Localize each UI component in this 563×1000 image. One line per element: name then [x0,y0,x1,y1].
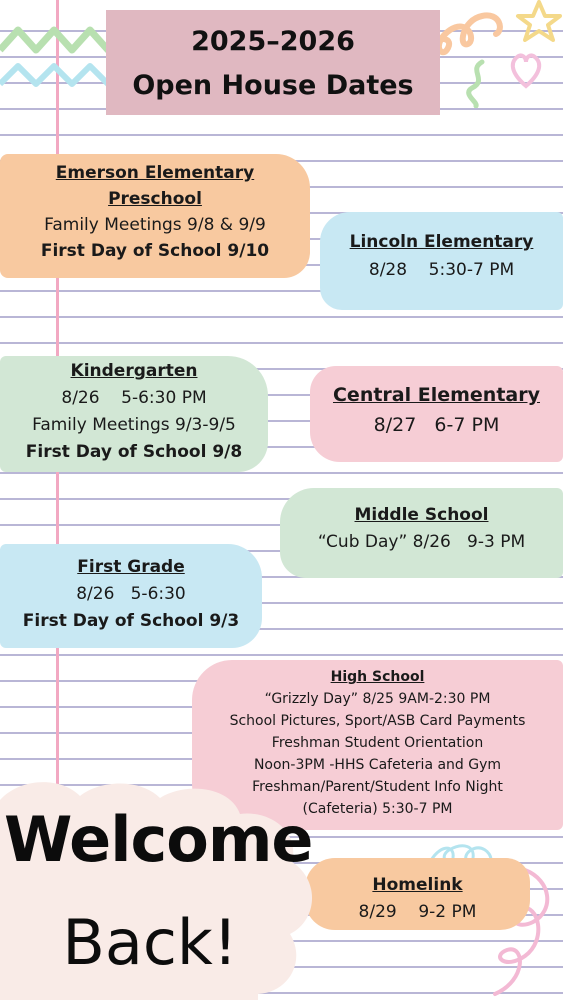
high-school-line: School Pictures, Sport/ASB Card Payments [229,713,526,729]
title-banner [106,10,440,115]
first-grade-line: 8/26 5-6:30 [76,584,186,604]
page-title: Open House Dates [132,70,414,101]
middle-school-heading: Middle School [354,505,489,525]
back-text: Back! [62,906,238,979]
high-school-line: “Grizzly Day” 8/25 9AM-2:30 PM [264,691,491,707]
homelink-section [305,858,530,930]
kindergarten-line: First Day of School 9/8 [25,442,243,462]
lincoln-section [320,212,563,310]
emerson-heading: Emerson Elementary [55,163,255,183]
first-grade-section [0,544,262,648]
star-yellow-icon [515,0,563,42]
emerson-line: Family Meetings 9/8 & 9/9 [44,215,266,235]
emerson-section [0,154,310,278]
high-school-line: Freshman/Parent/Student Info Night [252,779,503,795]
first-grade-line: First Day of School 9/3 [22,611,240,631]
kindergarten-line: Family Meetings 9/3-9/5 [32,415,236,435]
squiggle-green-icon [462,58,492,108]
emerson-subheading: Preschool [108,189,202,209]
high-school-line: Noon-3PM -HHS Cafeteria and Gym [253,757,502,773]
central-line: 8/27 6-7 PM [373,414,500,436]
first-grade-heading: First Grade [77,557,185,577]
page-title-years: 2025–2026 [191,26,355,57]
lincoln-line: 8/28 5:30-7 PM [368,260,515,280]
high-school-line: (Cafeteria) 5:30-7 PM [302,801,453,817]
central-section [310,366,563,462]
heart-pink-icon [506,46,546,91]
kindergarten-line: 8/26 5-6:30 PM [61,388,207,408]
high-school-heading: High School [330,669,425,685]
middle-school-section [280,488,563,578]
kindergarten-heading: Kindergarten [70,361,198,381]
homelink-line: 8/29 9-2 PM [358,902,477,922]
welcome-text: Welcome [4,803,313,876]
central-heading: Central Elementary [332,384,540,406]
high-school-line: Freshman Student Orientation [271,735,484,751]
lincoln-heading: Lincoln Elementary [349,232,534,252]
kindergarten-section [0,356,268,472]
homelink-heading: Homelink [372,875,463,895]
emerson-line: First Day of School 9/10 [40,241,270,261]
middle-school-line: “Cub Day” 8/26 9-3 PM [317,532,526,552]
